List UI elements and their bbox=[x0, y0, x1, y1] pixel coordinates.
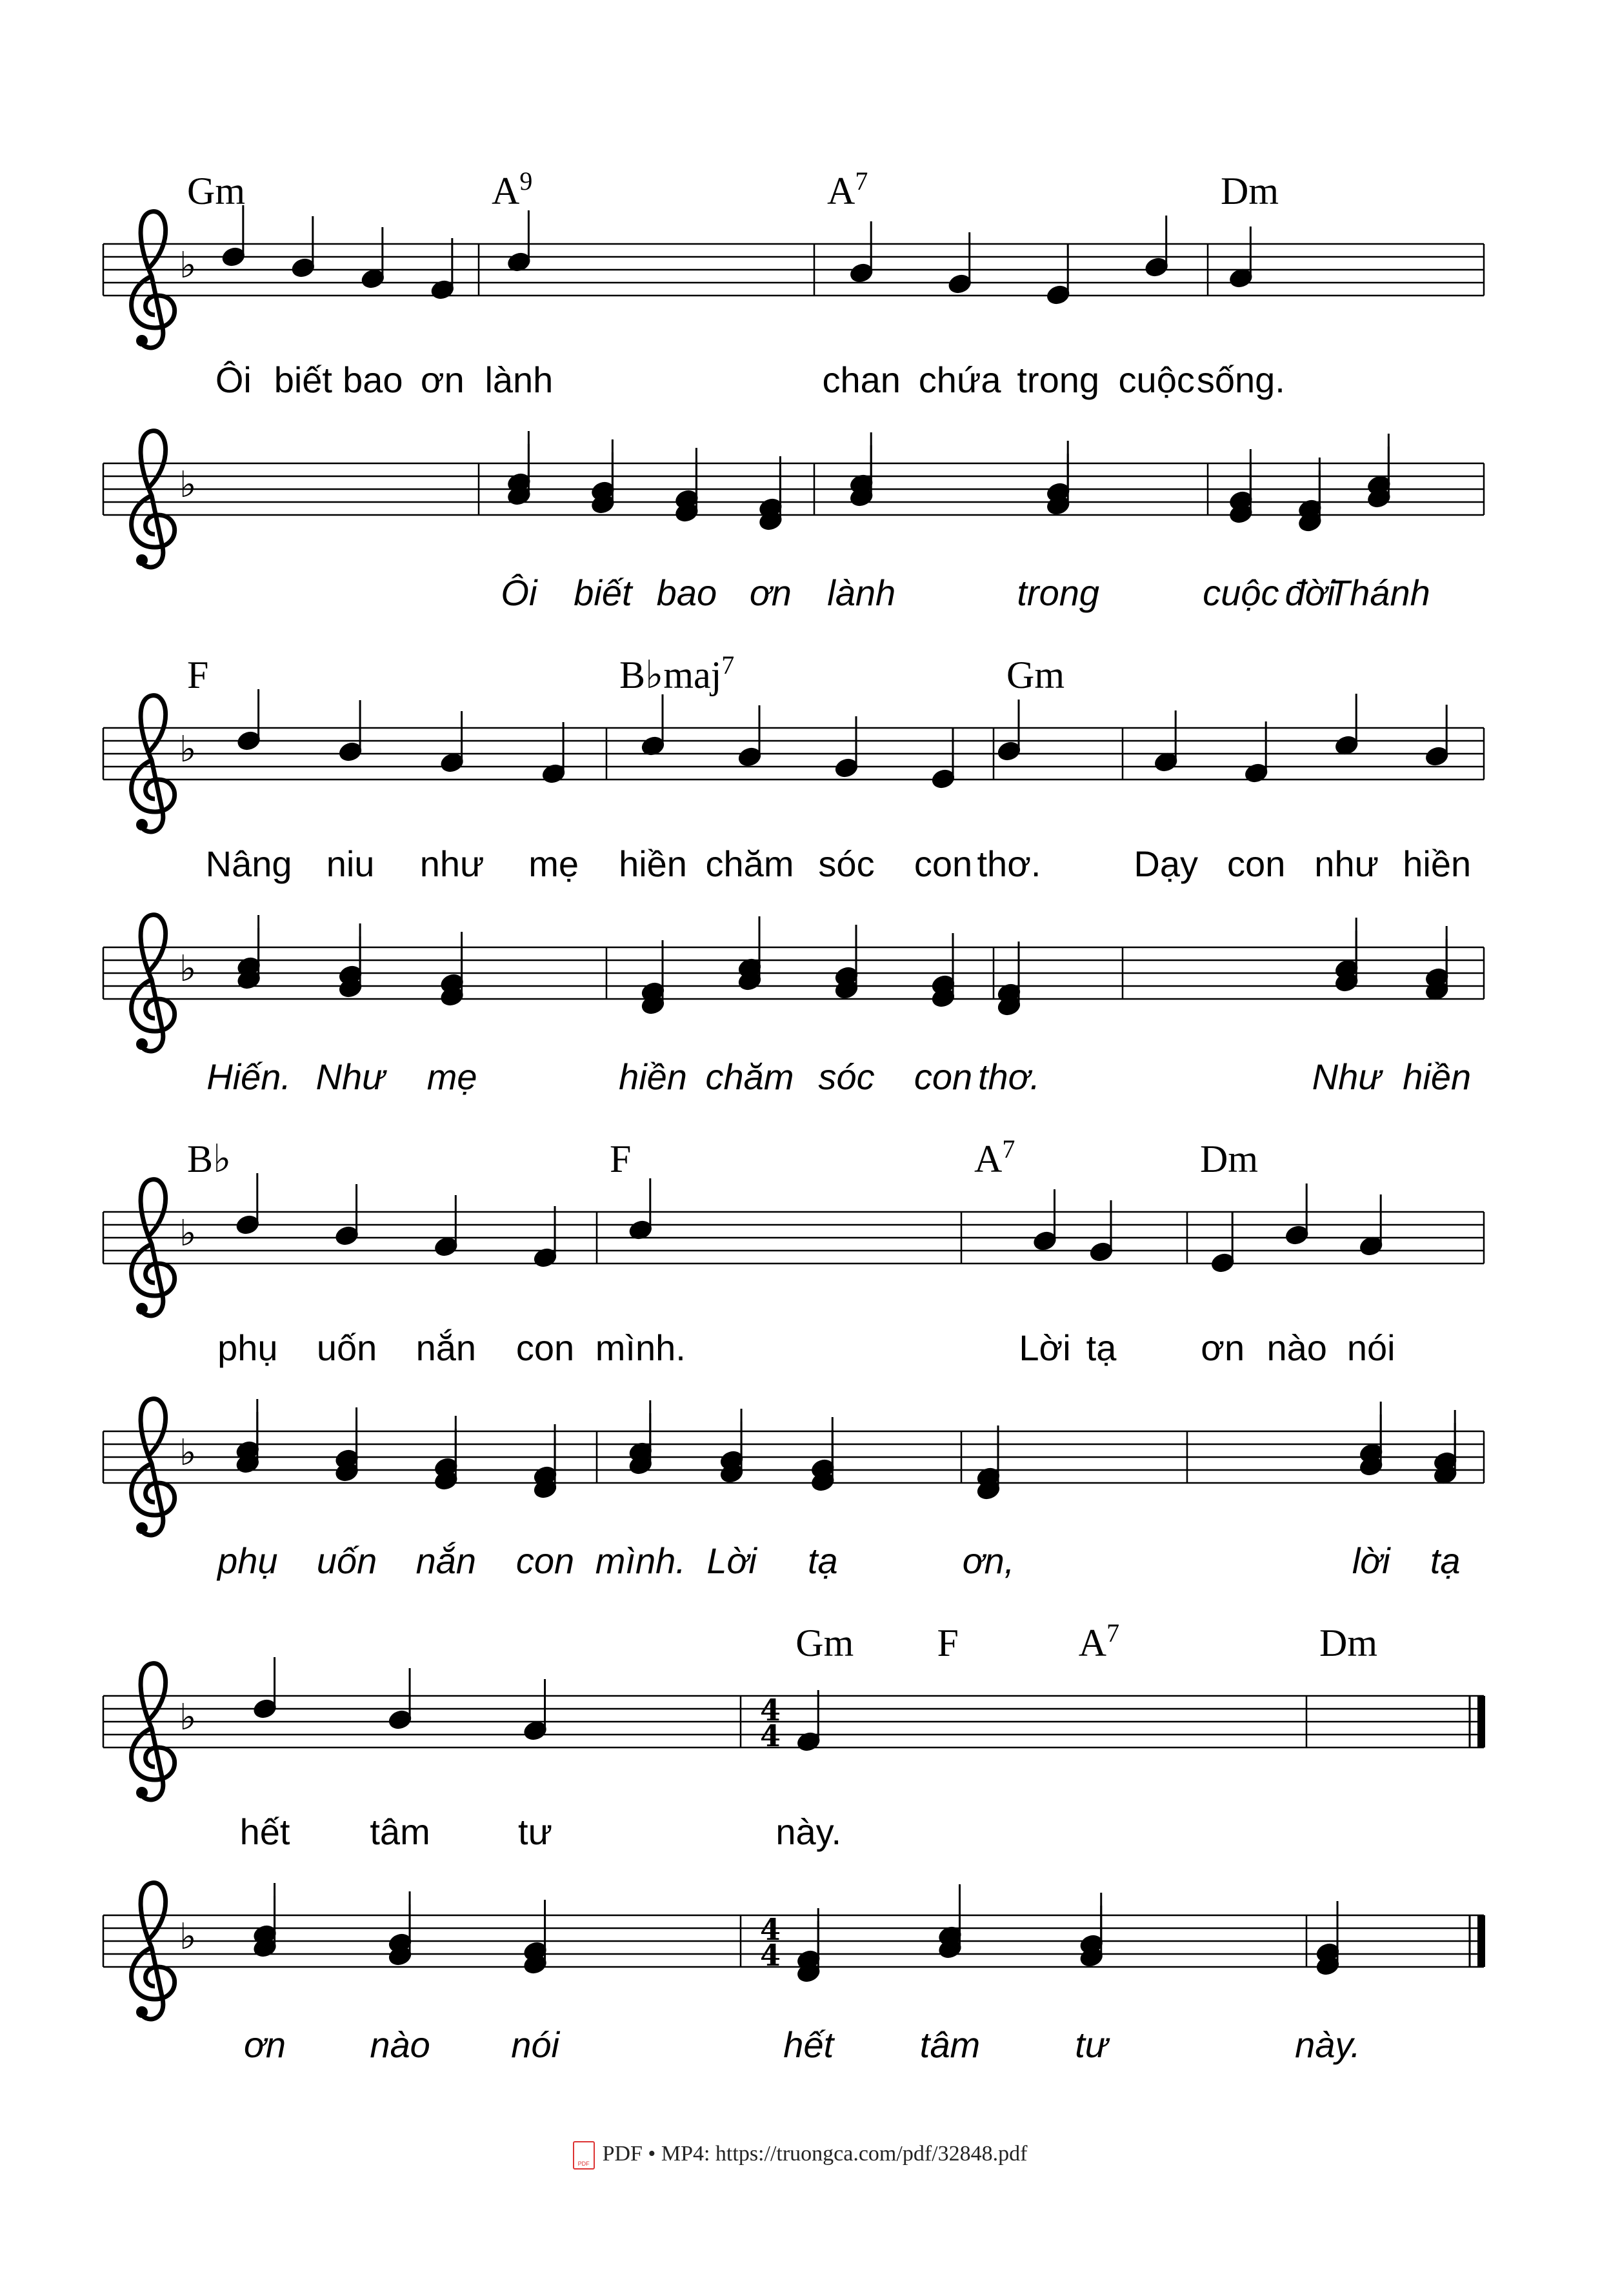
key-signature-flat-icon: ♭ bbox=[179, 1916, 197, 1958]
melody-lyric: chăm bbox=[705, 843, 794, 884]
melody-lyric: này. bbox=[775, 1811, 842, 1852]
note-head bbox=[737, 746, 762, 767]
melody-lyric: uốn bbox=[316, 1327, 377, 1368]
treble-clef-icon bbox=[132, 431, 175, 567]
chord-symbol: Gm bbox=[795, 1622, 854, 1664]
chord-symbol: $A^7$ bbox=[1078, 1618, 1120, 1664]
key-signature-flat-icon: ♭ bbox=[179, 1213, 197, 1254]
harmony-lyric: nắn bbox=[415, 1540, 477, 1581]
melody-lyric: hiền bbox=[1403, 843, 1472, 884]
harmony-lyric: con bbox=[515, 1540, 575, 1581]
harmony-lyric: con bbox=[914, 1056, 973, 1097]
harmony-lyric: Hiến. bbox=[206, 1056, 291, 1097]
time-signature-top: 4 bbox=[760, 1693, 781, 1727]
note-head bbox=[1032, 1230, 1057, 1251]
melody-lyric: sống. bbox=[1196, 359, 1285, 400]
note-head bbox=[334, 1225, 359, 1246]
harmony-staff-2 bbox=[103, 915, 1484, 1051]
melody-lyric: Ôi bbox=[215, 359, 252, 400]
harmony-lyric: tạ bbox=[1430, 1540, 1461, 1581]
melody-lyric: Lời bbox=[1019, 1327, 1071, 1368]
melody-lyric: như bbox=[1314, 843, 1379, 884]
note-head bbox=[931, 768, 955, 789]
melody-lyric: tâm bbox=[370, 1811, 430, 1852]
harmony-lyric: tâm bbox=[919, 2024, 981, 2065]
note-head bbox=[235, 1214, 260, 1235]
harmony-lyric: ơn, bbox=[962, 1540, 1015, 1581]
footer-text: PDF • MP4: https://truongca.com/pdf/32848.pdf bbox=[602, 2141, 1028, 2166]
melody-lyric: tư bbox=[518, 1811, 553, 1852]
note-head bbox=[361, 268, 385, 289]
melody-staff-2 bbox=[103, 689, 1484, 832]
harmony-lyric: Như bbox=[1312, 1056, 1381, 1097]
system-2 bbox=[103, 650, 1484, 1097]
note-head bbox=[1228, 267, 1253, 288]
harmony-lyric: tạ bbox=[807, 1540, 838, 1581]
melody-lyric: nắn bbox=[415, 1327, 477, 1368]
note-head bbox=[439, 752, 464, 773]
note-head bbox=[1089, 1241, 1114, 1262]
harmony-lyric: hiền bbox=[1403, 1056, 1472, 1097]
harmony-lyric: ơn bbox=[749, 572, 792, 613]
note-head bbox=[523, 1720, 547, 1741]
harmony-lyric: thơ. bbox=[977, 1056, 1041, 1097]
harmony-lyric: hết bbox=[783, 2024, 834, 2065]
key-signature-flat-icon: ♭ bbox=[179, 464, 197, 506]
time-signature-top: 4 bbox=[760, 1912, 781, 1947]
note-head bbox=[236, 730, 261, 751]
harmony-lyric: trong bbox=[1017, 572, 1100, 613]
melody-lyric: cuộc bbox=[1118, 359, 1195, 400]
harmony-lyric: nào bbox=[370, 2024, 430, 2065]
note-head bbox=[388, 1709, 412, 1730]
melody-lyric: như bbox=[419, 843, 485, 884]
harmony-lyric: ơn bbox=[244, 2024, 286, 2065]
time-signature-bottom: 4 bbox=[760, 1938, 781, 1973]
key-signature-flat-icon: ♭ bbox=[179, 245, 197, 287]
melody-lyric: hết bbox=[239, 1811, 290, 1852]
melody-lyric: chứa bbox=[918, 359, 1001, 400]
chord-symbol: B♭ bbox=[187, 1138, 232, 1180]
melody-lyric: bao bbox=[343, 359, 403, 400]
treble-clef-icon bbox=[132, 1664, 175, 1800]
key-signature-flat-icon: ♭ bbox=[179, 729, 197, 770]
melody-lyric: ơn bbox=[420, 359, 465, 400]
treble-clef-icon bbox=[132, 915, 175, 1051]
treble-clef-icon bbox=[132, 212, 175, 348]
harmony-lyric: cuộc bbox=[1203, 572, 1279, 613]
note-head bbox=[1285, 1224, 1309, 1245]
melody-lyric: ơn bbox=[1201, 1327, 1245, 1368]
melody-lyric: thơ. bbox=[977, 843, 1041, 884]
harmony-lyric: lời bbox=[1352, 1540, 1390, 1581]
harmony-lyric: chăm bbox=[705, 1056, 794, 1097]
chord-symbol: Dm bbox=[1319, 1622, 1377, 1664]
harmony-staff-3 bbox=[103, 1399, 1484, 1535]
harmony-lyric: tư bbox=[1075, 2024, 1108, 2065]
melody-lyric: con bbox=[1227, 843, 1286, 884]
note-head bbox=[252, 1698, 277, 1719]
note-head bbox=[291, 257, 315, 278]
chord-symbol: Dm bbox=[1200, 1138, 1258, 1180]
melody-lyric: nói bbox=[1346, 1327, 1395, 1368]
harmony-lyric: sóc bbox=[818, 1056, 875, 1097]
harmony-lyric: hiền bbox=[619, 1056, 687, 1097]
melody-lyric: chan bbox=[822, 359, 901, 400]
footer-link[interactable] bbox=[0, 2141, 1600, 2170]
harmony-lyric: Ôi bbox=[501, 572, 537, 613]
chord-symbol: B♭maj$^7$ bbox=[619, 650, 735, 696]
chord-symbol: $A^7$ bbox=[974, 1134, 1015, 1180]
treble-clef-icon bbox=[132, 1883, 175, 2019]
melody-lyric: mẹ bbox=[528, 843, 579, 884]
melody-lyric: tạ bbox=[1086, 1327, 1117, 1368]
note-head bbox=[849, 262, 874, 283]
note-head bbox=[1154, 751, 1178, 772]
harmony-lyric: nói bbox=[511, 2024, 559, 2065]
note-head bbox=[997, 740, 1021, 761]
note-head bbox=[1425, 745, 1449, 767]
note-head bbox=[1210, 1252, 1235, 1273]
treble-clef-icon bbox=[132, 696, 175, 832]
melody-lyric: sóc bbox=[818, 843, 875, 884]
system-4 bbox=[103, 1618, 1485, 2065]
melody-lyric: con bbox=[914, 843, 973, 884]
melody-lyric: phụ bbox=[217, 1327, 278, 1368]
note-head bbox=[1334, 734, 1359, 756]
system-3 bbox=[103, 1134, 1484, 1581]
note-head bbox=[1046, 284, 1070, 305]
harmony-lyric: lành bbox=[827, 572, 896, 613]
melody-lyric: nào bbox=[1266, 1327, 1327, 1368]
treble-clef-icon bbox=[132, 1399, 175, 1535]
melody-lyric: con bbox=[515, 1327, 575, 1368]
system-1 bbox=[103, 166, 1484, 613]
harmony-lyric: đời bbox=[1285, 572, 1335, 613]
score-systems bbox=[103, 166, 1485, 2065]
note-head bbox=[338, 741, 363, 762]
harmony-lyric: Lời bbox=[706, 1540, 757, 1581]
melody-staff-4 bbox=[103, 1657, 1485, 1800]
key-signature-flat-icon: ♭ bbox=[179, 1697, 197, 1738]
melody-lyric: lành bbox=[485, 359, 554, 400]
chord-symbol: Dm bbox=[1221, 170, 1279, 212]
note-head bbox=[948, 273, 972, 294]
melody-lyric: trong bbox=[1017, 359, 1100, 400]
treble-clef-icon bbox=[132, 1180, 175, 1316]
harmony-lyric: Thánh bbox=[1327, 572, 1430, 613]
melody-lyric: Nâng bbox=[205, 843, 292, 884]
melody-lyric: niu bbox=[326, 843, 375, 884]
harmony-staff-4 bbox=[103, 1883, 1485, 2019]
melody-staff-1 bbox=[103, 205, 1484, 348]
harmony-lyric: Như bbox=[315, 1056, 385, 1097]
harmony-lyric: mẹ bbox=[426, 1056, 477, 1097]
harmony-staff-1 bbox=[103, 431, 1484, 567]
harmony-lyric: uốn bbox=[316, 1540, 377, 1581]
harmony-lyric: phụ bbox=[217, 1540, 278, 1581]
harmony-lyric: bao bbox=[656, 572, 717, 613]
melody-staff-3 bbox=[103, 1173, 1484, 1316]
chord-symbol: F bbox=[610, 1138, 632, 1180]
melody-lyric: mình. bbox=[595, 1327, 686, 1368]
note-head bbox=[834, 757, 859, 778]
chord-symbol: F bbox=[187, 654, 209, 696]
note-head bbox=[1145, 256, 1169, 277]
note-head bbox=[1359, 1235, 1383, 1256]
note-head bbox=[221, 246, 246, 267]
harmony-lyric: này. bbox=[1295, 2024, 1361, 2065]
chord-symbol: F bbox=[937, 1622, 959, 1664]
time-signature-bottom: 4 bbox=[760, 1718, 781, 1753]
pdf-file-icon bbox=[573, 2141, 595, 2170]
chord-symbol: Gm bbox=[187, 170, 245, 212]
harmony-lyric: biết bbox=[574, 572, 632, 613]
harmony-lyric: mình. bbox=[595, 1540, 686, 1581]
melody-lyric: Dạy bbox=[1134, 843, 1198, 884]
chord-symbol: $A^9$ bbox=[492, 166, 533, 212]
melody-lyric: hiền bbox=[619, 843, 687, 884]
chord-symbol: Gm bbox=[1006, 654, 1065, 696]
melody-lyric: biết bbox=[274, 359, 332, 400]
note-head bbox=[1244, 762, 1268, 783]
key-signature-flat-icon: ♭ bbox=[179, 1432, 197, 1474]
chord-symbol: $A^7$ bbox=[827, 166, 868, 212]
key-signature-flat-icon: ♭ bbox=[179, 948, 197, 990]
note-head bbox=[434, 1236, 458, 1257]
